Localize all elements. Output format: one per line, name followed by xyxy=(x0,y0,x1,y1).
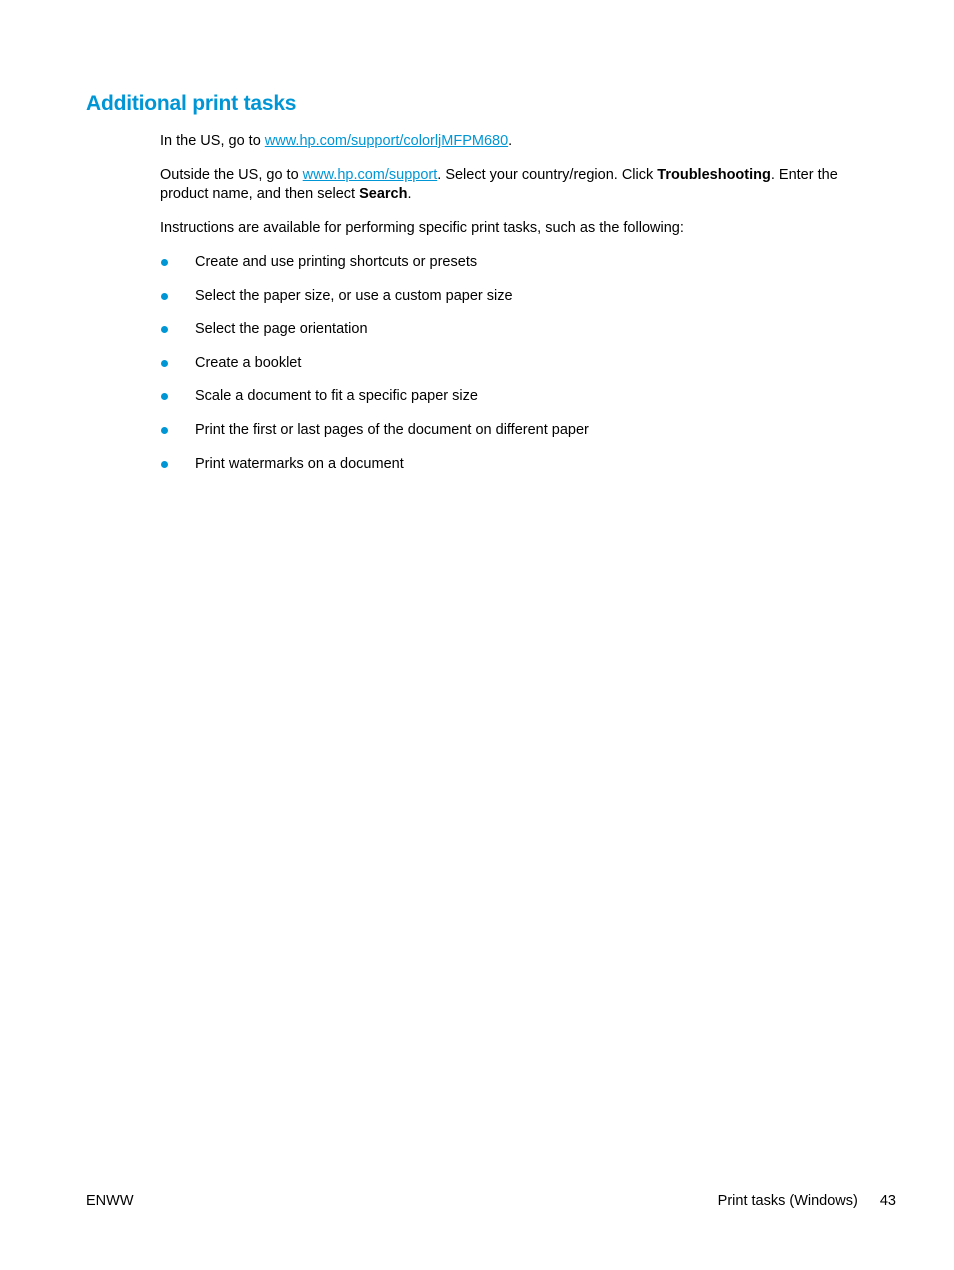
bullet-icon xyxy=(161,427,168,434)
list-item-text: Scale a document to fit a specific paper size xyxy=(195,388,478,405)
outside-suffix-text: . xyxy=(407,186,412,202)
us-support-link[interactable]: www.hp.com/support/colorljMFPM680 xyxy=(264,133,509,149)
list-item-text: Select the page orientation xyxy=(195,321,368,338)
print-tasks-list xyxy=(160,253,860,474)
main-content xyxy=(160,132,860,488)
bullet-icon xyxy=(161,360,168,367)
bullet-icon xyxy=(161,461,168,468)
outside-support-link[interactable]: www.hp.com/support xyxy=(302,167,438,183)
list-item xyxy=(160,421,860,440)
bullet-icon xyxy=(161,393,168,400)
search-bold: Search xyxy=(359,186,408,202)
list-item xyxy=(160,354,860,373)
outside-us-support-paragraph xyxy=(160,166,860,204)
bullet-icon xyxy=(161,259,168,266)
bullet-icon xyxy=(161,326,168,333)
list-item-text: Print watermarks on a document xyxy=(195,455,404,472)
intro-paragraph: Instructions are available for performing specific print tasks, such as the following: xyxy=(160,220,684,236)
us-prefix-text: In the US, go to xyxy=(160,133,265,149)
list-item-text: Select the paper size, or use a custom paper size xyxy=(195,287,513,304)
bullet-icon xyxy=(161,293,168,300)
footer-section-title: Print tasks (Windows) xyxy=(717,1193,858,1209)
page-number: 43 xyxy=(879,1193,896,1209)
list-item-text: Create and use printing shortcuts or presets xyxy=(195,254,478,270)
outside-middle2-text: . Enter the product name, and then select xyxy=(160,167,838,202)
footer-doc-id: ENWW xyxy=(86,1193,134,1209)
troubleshooting-bold: Troubleshooting xyxy=(657,167,771,183)
list-item xyxy=(160,287,860,306)
list-item-text: Print the first or last pages of the document on different paper xyxy=(195,421,589,438)
outside-prefix-text: Outside the US, go to xyxy=(160,167,303,183)
us-suffix-text: . xyxy=(508,133,513,149)
list-item xyxy=(160,320,860,339)
page-title: Additional print tasks xyxy=(86,92,297,115)
list-item xyxy=(160,455,860,474)
outside-middle-text: . Select your country/region. Click xyxy=(437,167,658,183)
list-item xyxy=(160,253,860,272)
footer-right xyxy=(718,1192,896,1211)
list-item xyxy=(160,387,860,406)
list-item-text: Create a booklet xyxy=(195,354,302,371)
us-support-paragraph xyxy=(160,132,860,151)
